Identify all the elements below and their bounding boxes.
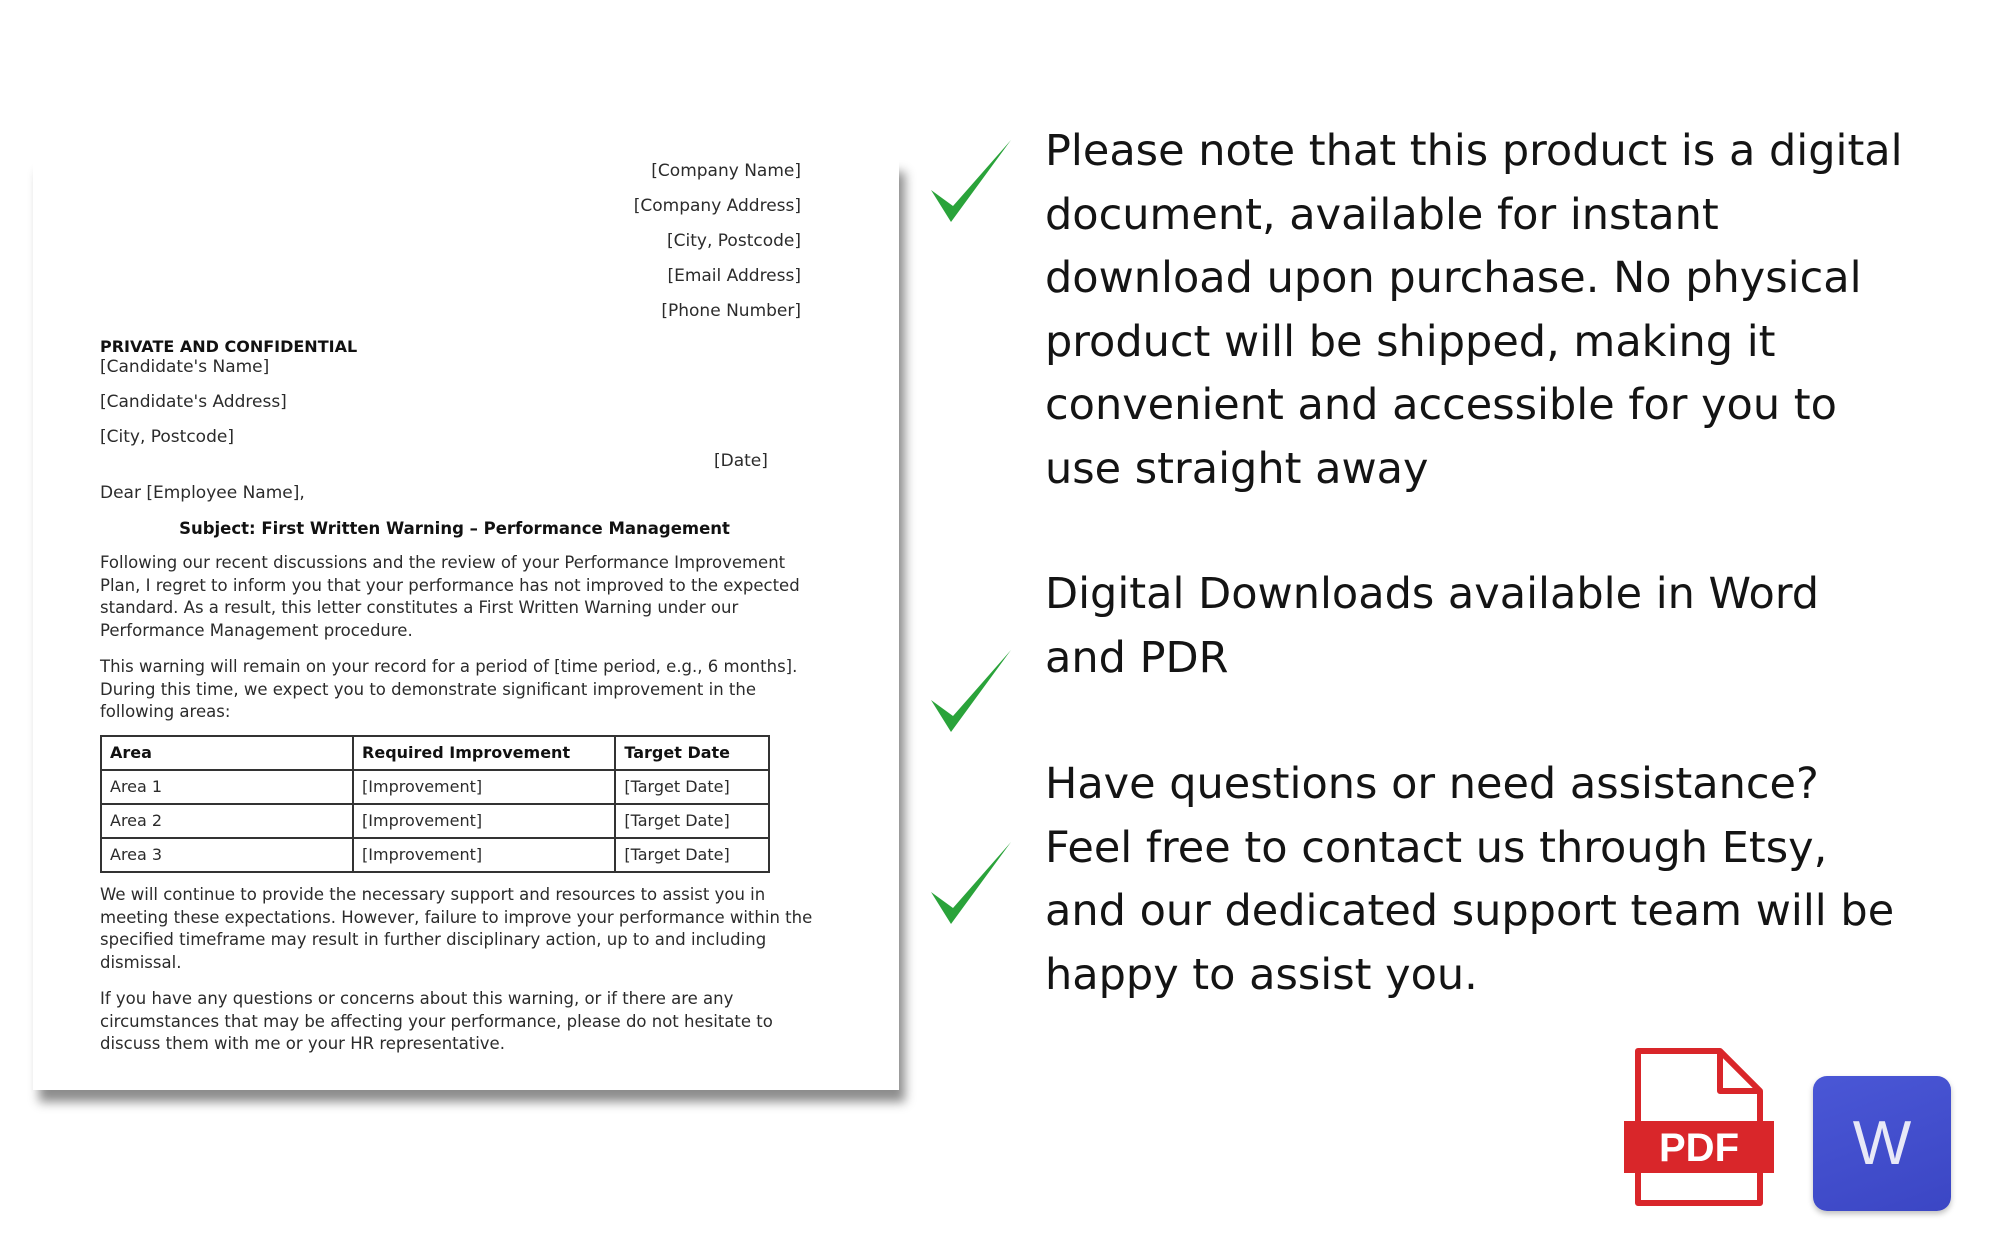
sender-line: [City, Postcode] xyxy=(667,231,801,251)
word-file-icon xyxy=(1813,1076,1951,1211)
salutation: Dear [Employee Name], xyxy=(100,483,305,503)
column-header: Required Improvement xyxy=(353,736,615,770)
table-row xyxy=(101,838,769,872)
candidate-line: [Candidate's Name] xyxy=(100,357,270,377)
document-preview xyxy=(33,160,899,1090)
sender-line: [Company Address] xyxy=(633,196,801,216)
paragraph-2: This warning will remain on your record for a period of [time period, e.g., 6 months]. During this time, we expect you to demonstrate significant improvement in the following areas: xyxy=(100,657,798,721)
table-row xyxy=(101,804,769,838)
table-cell: [Target Date] xyxy=(615,838,769,872)
improvement-table xyxy=(100,735,770,873)
table-cell: [Improvement] xyxy=(353,838,615,872)
table-cell: [Improvement] xyxy=(353,770,615,804)
digital-product-note: Please note that this product is a digital document, available for instant download upon purchase. No physical product will be shipped, making it convenient and accessible for you to use straight away xyxy=(1045,126,1903,494)
word-label: W xyxy=(1852,1109,1912,1178)
warning-letter xyxy=(33,160,899,1090)
table-cell: Area 2 xyxy=(101,804,353,838)
table-cell: Area 1 xyxy=(101,770,353,804)
column-header: Target Date xyxy=(615,736,769,770)
table-cell: Area 3 xyxy=(101,838,353,872)
column-header: Area xyxy=(101,736,353,770)
paragraph-1: Following our recent discussions and the review of your Performance Improvement Plan, I regret to inform you that your performance has not improved to the expected standard. As a result, this letter constitutes a First Written Warning under our Performance Management procedure. xyxy=(100,553,800,640)
sender-address xyxy=(634,160,801,335)
candidate-address xyxy=(100,356,287,461)
paragraph-3: We will continue to provide the necessary support and resources to assist you in meeting these expectations. However, failure to improve your performance within the specified timeframe may result in further disciplinary action, up to and including dismissal. xyxy=(100,885,813,972)
table-cell: [Improvement] xyxy=(353,804,615,838)
check-icon xyxy=(925,834,1015,934)
letter-date: [Date] xyxy=(714,451,768,471)
pdf-file-icon xyxy=(1620,1045,1778,1210)
support-note: Have questions or need assistance? Feel free to contact us through Etsy, and our dedicated support team will be happy to assist you. xyxy=(1045,759,1895,1000)
paragraph-4: If you have any questions or concerns about this warning, or if there are any circumstances that may be affecting your performance, please do not hesitate to discuss them with me or your HR representative. xyxy=(100,989,773,1053)
candidate-line: [Candidate's Address] xyxy=(100,392,287,412)
table-cell: [Target Date] xyxy=(615,804,769,838)
sender-line: [Phone Number] xyxy=(661,301,801,321)
sender-line: [Company Name] xyxy=(651,161,801,181)
letter-subject: Subject: First Written Warning – Performance Management xyxy=(179,519,730,538)
table-header-row xyxy=(101,736,769,770)
table-row xyxy=(101,770,769,804)
candidate-line: [City, Postcode] xyxy=(100,427,234,447)
table-cell: [Target Date] xyxy=(615,770,769,804)
check-icon xyxy=(925,642,1015,742)
pdf-label: PDF xyxy=(1659,1126,1739,1170)
download-formats-note: Digital Downloads available in Word and PDR xyxy=(1045,569,1820,683)
sender-line: [Email Address] xyxy=(667,266,801,286)
confidential-heading: PRIVATE AND CONFIDENTIAL xyxy=(100,337,358,356)
check-icon xyxy=(925,132,1015,232)
